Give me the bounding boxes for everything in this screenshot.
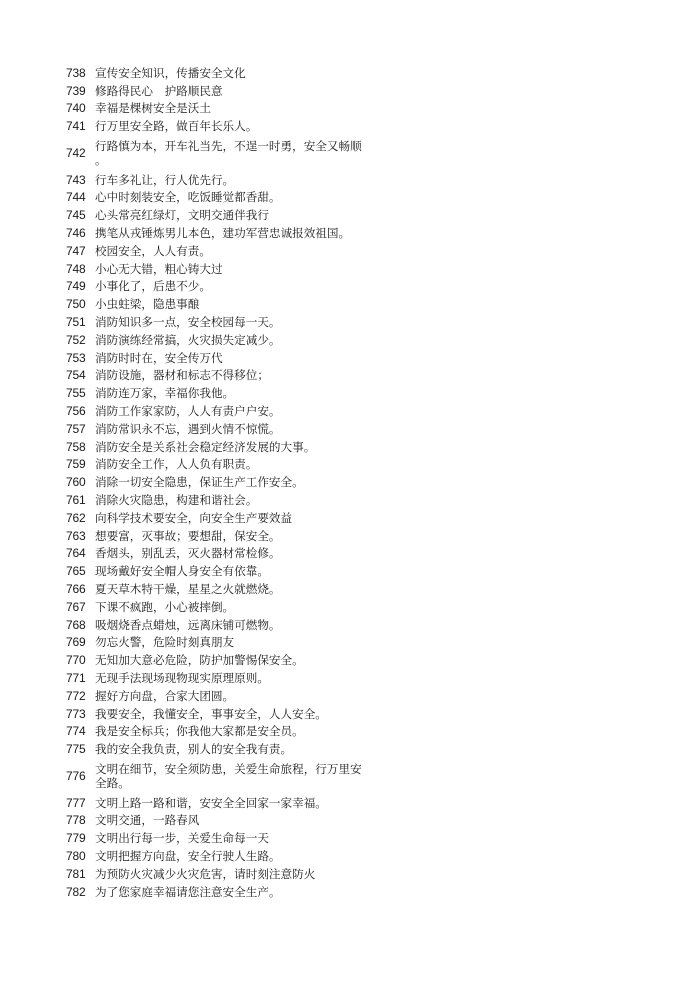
item-text: 行车多礼让，行人优先行。: [95, 172, 235, 187]
list-item: [66, 651, 366, 669]
item-number: 768: [66, 617, 86, 632]
item-number: 767: [66, 599, 86, 614]
list-item: [66, 598, 366, 616]
item-text: 为预防火灾减少火灾危害，请时刻注意防火: [95, 866, 316, 881]
list-item: [66, 82, 366, 100]
item-text: 消防工作家家防，人人有责户户安。: [95, 404, 281, 419]
list-item: [66, 491, 366, 509]
list-item: [66, 847, 366, 865]
list-item: [66, 580, 366, 598]
item-text: 消防连万家，幸福你我他。: [95, 386, 235, 401]
item-text: 文明把握方向盘，安全行驶人生路。: [95, 848, 281, 863]
list-item: [66, 634, 366, 652]
list-item: [66, 509, 366, 527]
item-number: 757: [66, 421, 86, 436]
item-text: 文明在细节，安全须防患，关爱生命旅程，行万里安 全路。: [95, 761, 362, 790]
item-text: 香烟头，别乱丢，灭火器材常检修。: [95, 546, 281, 561]
item-number: 781: [66, 866, 86, 881]
item-number: 753: [66, 350, 86, 365]
item-number: 738: [66, 65, 86, 80]
item-number: 769: [66, 635, 86, 650]
list-item: [66, 811, 366, 829]
list-item: [66, 794, 366, 812]
list-item: [66, 865, 366, 883]
item-number: 777: [66, 795, 86, 810]
item-text: 行万里安全路，做百年长乐人。: [95, 119, 258, 134]
item-text: 修路得民心 护路顺民意: [95, 83, 223, 98]
item-number: 739: [66, 83, 86, 98]
item-number: 741: [66, 119, 86, 134]
item-number: 744: [66, 190, 86, 205]
item-number: 751: [66, 315, 86, 330]
item-number: 743: [66, 172, 86, 187]
list-item: [66, 829, 366, 847]
list-item: [66, 473, 366, 491]
item-text: 勿忘火警，危险时刻真朋友: [95, 635, 235, 650]
item-text: 为了您家庭幸福请您注意安全生产。: [95, 884, 281, 899]
item-number: 746: [66, 226, 86, 241]
item-text: 消防安全是关系社会稳定经济发展的大事。: [95, 439, 316, 454]
item-text: 校园安全，人人有责。: [95, 243, 211, 258]
item-text: 消防演练经常搞，火灾损失定减少。: [95, 332, 281, 347]
list-item: [66, 456, 366, 474]
list-item: [66, 100, 366, 118]
list-item: [66, 171, 366, 189]
item-number: 778: [66, 813, 86, 828]
item-text: 消防常识永不忘，遇到火情不惊慌。: [95, 421, 281, 436]
item-number: 779: [66, 831, 86, 846]
list-item: [66, 384, 366, 402]
item-number: 771: [66, 670, 86, 685]
list-item: [66, 883, 366, 901]
item-text: 想要富，灭事故；要想甜，保安全。: [95, 528, 281, 543]
item-text: 消防设施，器材和标志不得移位；: [95, 368, 269, 383]
item-text: 心中时刻装安全，吃饭睡觉都香甜。: [95, 190, 281, 205]
item-text: 消防安全工作，人人负有职责。: [95, 457, 258, 472]
item-text: 消除一切安全隐患，保证生产工作安全。: [95, 475, 304, 490]
item-number: 770: [66, 653, 86, 668]
item-text: 握好方向盘，合家大团圆。: [95, 688, 235, 703]
item-number: 761: [66, 493, 86, 508]
list-item: [66, 758, 366, 794]
list-item: [66, 705, 366, 723]
list-item: [66, 527, 366, 545]
list-item: [66, 669, 366, 687]
item-number: 780: [66, 848, 86, 863]
item-text: 消除火灾隐患，构建和谐社会。: [95, 493, 258, 508]
item-text: 吸烟烧香点蜡烛，远离床铺可燃物。: [95, 617, 281, 632]
item-text: 携笔从戎锤炼男儿本色，建功军营忠诚报效祖国。: [95, 226, 351, 241]
item-text: 我的安全我负责，别人的安全我有责。: [95, 742, 293, 757]
list-item: [66, 438, 366, 456]
item-text: 幸福是棵树安全是沃土: [95, 101, 211, 116]
item-text: 文明上路一路和谐，安安全全回家一家幸福。: [95, 795, 327, 810]
list-item: [66, 545, 366, 563]
list-item: [66, 135, 366, 171]
list-item: [66, 331, 366, 349]
list-item: [66, 206, 366, 224]
item-number: 763: [66, 528, 86, 543]
item-number: 766: [66, 582, 86, 596]
item-number: 775: [66, 742, 86, 757]
list-item: [66, 260, 366, 278]
item-number: 752: [66, 332, 86, 347]
item-number: 750: [66, 297, 86, 312]
list-item: [66, 242, 366, 260]
item-number: 740: [66, 101, 86, 116]
item-text: 宣传安全知识，传播安全文化: [95, 65, 246, 80]
item-text: 无知加大意必危险，防护加警惕保安全。: [95, 653, 304, 668]
item-number: 762: [66, 510, 86, 525]
list-item: [66, 313, 366, 331]
item-text: 文明出行每一步，关爱生命每一天: [95, 831, 269, 846]
list-item: [66, 64, 366, 82]
item-number: 749: [66, 279, 86, 294]
list-item: [66, 562, 366, 580]
list-item: [66, 224, 366, 242]
item-text: 文明交通，一路春风: [95, 813, 200, 828]
item-text: 行路慎为本，开车礼当先，不逞一时勇，安全又畅顺 。: [95, 138, 362, 167]
item-number: 756: [66, 404, 86, 419]
list-item: [66, 295, 366, 313]
list-item: [66, 402, 366, 420]
list-item: [66, 349, 366, 367]
item-text: 我是安全标兵；你我他大家都是安全员。: [95, 724, 304, 739]
list-item: [66, 278, 366, 296]
list-item: [66, 616, 366, 634]
item-text: 小虫蛀梁，隐患事酿: [95, 297, 200, 312]
item-text: 夏天草木特干燥，星星之火就燃烧。: [95, 582, 281, 596]
item-text: 我要安全，我懂安全，事事安全，人人安全。: [95, 706, 327, 721]
item-number: 764: [66, 546, 86, 561]
item-text: 心头常亮红绿灯，文明交通伴我行: [95, 208, 269, 223]
item-text: 消防知识多一点，安全校园每一天。: [95, 315, 281, 330]
item-text: 小事化了，后患不少。: [95, 279, 211, 294]
list-item: [66, 367, 366, 385]
list-item: [66, 740, 366, 758]
item-text: 下课不疯跑，小心被摔倒。: [95, 599, 235, 614]
item-number: 760: [66, 475, 86, 490]
item-number: 742: [66, 145, 86, 160]
item-number: 747: [66, 243, 86, 258]
slogan-list: [66, 64, 366, 900]
list-item: [66, 420, 366, 438]
item-number: 782: [66, 884, 86, 899]
item-number: 758: [66, 439, 86, 454]
item-text: 向科学技术要安全，向安全生产要效益: [95, 510, 293, 525]
list-item: [66, 687, 366, 705]
list-item: [66, 117, 366, 135]
item-number: 759: [66, 457, 86, 472]
item-text: 现场戴好安全帽人身安全有依靠。: [95, 564, 269, 579]
item-number: 754: [66, 368, 86, 383]
list-item: [66, 189, 366, 207]
item-number: 765: [66, 564, 86, 579]
item-number: 748: [66, 261, 86, 276]
item-number: 755: [66, 386, 86, 401]
item-text: 无现手法现场现物现实原理原则。: [95, 670, 269, 685]
list-item: [66, 722, 366, 740]
item-text: 小心无大错，粗心铸大过: [95, 261, 223, 276]
item-text: 消防时时在，安全传万代: [95, 350, 223, 365]
item-number: 773: [66, 706, 86, 721]
item-number: 772: [66, 688, 86, 703]
item-number: 776: [66, 768, 86, 783]
item-number: 745: [66, 208, 86, 223]
item-number: 774: [66, 724, 86, 739]
